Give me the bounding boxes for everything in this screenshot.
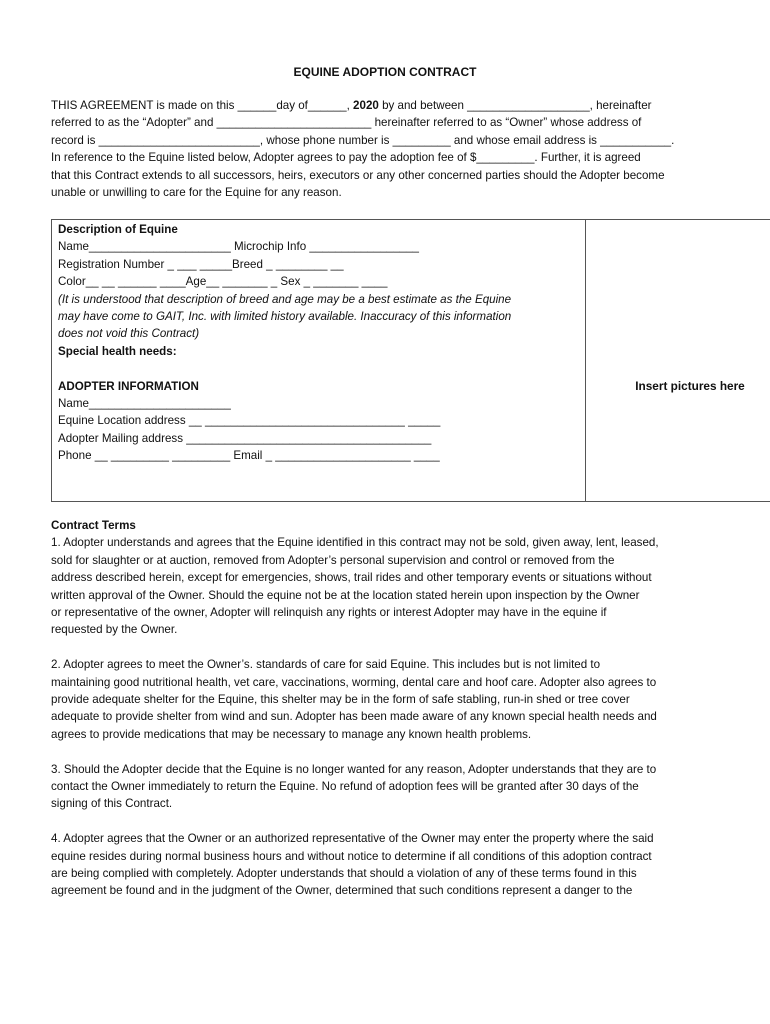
equine-color-age-sex-line: Color__ __ ______ ____Age__ _______ _ Sex _ _______ ____ (58, 275, 388, 289)
term-line: agrees to provide medications that may be necessary to manage any known health problems. (51, 727, 532, 741)
term-line: provide adequate shelter for the Equine, this shelter may be in the form of safe stabling, run-in shed or tree cover (51, 693, 630, 707)
term-3 (51, 761, 741, 813)
adopter-name-line: Name______________________ (58, 397, 231, 411)
term-line: 1. Adopter understands and agrees that the Equine identified in this contract may not be sold, given away, lent, leased, (51, 536, 659, 550)
term-1 (51, 534, 741, 638)
equine-adopter-table (51, 219, 770, 502)
term-line: signing of this Contract. (51, 797, 173, 811)
term-line: adequate to provide shelter from wind and sun. Adopter has been made aware of any known special health needs and (51, 710, 657, 724)
document-title: EQUINE ADOPTION CONTRACT (293, 65, 477, 79)
equine-location-line: Equine Location address __ _______________________________ _____ (58, 414, 441, 428)
term-line: requested by the Owner. (51, 623, 178, 637)
term-line: equine resides during normal business hours and without notice to determine if all conditions of this adoption contract (51, 849, 652, 863)
term-line: agreement be found and in the judgment of the Owner, determined that such conditions represent a danger to the (51, 884, 633, 898)
intro-line: In reference to the Equine listed below, Adopter agrees to pay the adoption fee of $_________. Further, it is agreed (51, 151, 641, 165)
contract-terms (51, 517, 741, 900)
equine-name-microchip-line: Name______________________ Microchip Info _________________ (58, 240, 420, 254)
intro-text: by and between ___________________, hereinafter (378, 99, 652, 112)
term-line: or representative of the owner, Adopter will relinquish any rights or interest Adopter may have in the equine if (51, 606, 607, 620)
intro-line (51, 97, 741, 114)
term-2 (51, 656, 741, 743)
equine-note-line: may have come to GAIT, Inc. with limited history available. Inaccuracy of this information (58, 310, 512, 324)
adopter-information-heading: ADOPTER INFORMATION (58, 379, 199, 393)
intro-year: 2020 (353, 99, 379, 112)
term-line: 3. Should the Adopter decide that the Equine is no longer wanted for any reason, Adopter understands that they are to (51, 762, 657, 776)
phone-email-line: Phone __ _________ _________ Email _ _____________________ ____ (58, 449, 440, 463)
equine-registration-breed-line: Registration Number _ ___ _____Breed _ ________ __ (58, 257, 344, 271)
intro-line: that this Contract extends to all successors, heirs, executors or any other concerned parties should the Adopter become (51, 168, 665, 182)
contract-terms-heading: Contract Terms (51, 519, 136, 532)
intro-line: unable or unwilling to care for the Equine for any reason. (51, 186, 342, 200)
term-line: are being complied with completely. Adopter understands that should a violation of any of these terms found in this (51, 867, 637, 881)
spacer (58, 360, 579, 377)
term-line: 2. Adopter agrees to meet the Owner’s. standards of care for said Equine. This includes but is not limited to (51, 658, 601, 672)
equine-note-line: (It is understood that description of breed and age may be a best estimate as the Equine (58, 292, 512, 306)
equine-description-heading: Description of Equine (58, 223, 178, 236)
details-cell (52, 220, 586, 501)
term-line: address described herein, except for emergencies, shows, trail rides and other temporary events or situations without (51, 571, 652, 585)
term-line: 4. Adopter agrees that the Owner or an authorized representative of the Owner may enter the property where the said (51, 832, 654, 846)
intro-line: referred to as the “Adopter” and ________________________ hereinafter referred to as “Owner” whose address of (51, 116, 642, 130)
term-line: contact the Owner immediately to return the Equine. No refund of adoption fees will be granted after 30 days of the (51, 780, 639, 794)
term-line: written approval of the Owner. Should the equine not be at the location stated herein upon inspection by the Owner (51, 588, 640, 602)
intro-line: record is _________________________, whose phone number is _________ and whose email address is ___________. (51, 133, 675, 147)
intro-text: THIS AGREEMENT is made on this ______day of______, (51, 99, 354, 112)
term-4 (51, 830, 741, 900)
equine-note-line: does not void this Contract) (58, 327, 200, 341)
insert-pictures-placeholder: Insert pictures here (635, 379, 745, 393)
term-line: maintaining good nutritional health, vet care, vaccinations, worming, dental care and hoof care. Adopter also agrees to (51, 675, 657, 689)
pictures-cell (586, 220, 770, 501)
term-line: sold for slaughter or at auction, removed from Adopter’s personal supervision and control or removed from the (51, 553, 615, 567)
adopter-mailing-line: Adopter Mailing address ______________________________________ (58, 431, 432, 445)
special-health-needs-label: Special health needs: (58, 344, 177, 358)
agreement-intro (51, 97, 741, 201)
